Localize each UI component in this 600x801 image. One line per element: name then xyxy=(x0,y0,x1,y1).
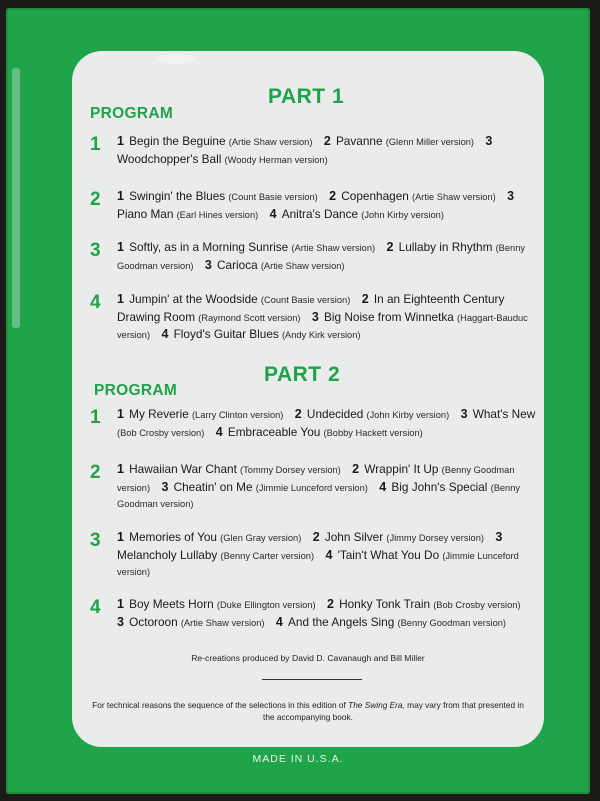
track-version: (Bob Crosby version) xyxy=(433,600,521,610)
track-title: What's New xyxy=(472,407,536,421)
track-version: (Glenn Miller version) xyxy=(385,137,475,147)
track-number: 1 xyxy=(117,597,124,611)
track-number: 3 xyxy=(507,189,515,203)
track xyxy=(117,294,350,306)
note-text-end: may vary from that presented in the accompanying book. xyxy=(263,700,524,722)
track-version: (Artie Shaw version) xyxy=(260,260,345,271)
track-title: Begin the Beguine xyxy=(129,134,226,148)
program-number: 1 xyxy=(90,407,101,428)
track-version: (Andy Kirk version) xyxy=(281,330,361,340)
program-number: 3 xyxy=(90,240,101,261)
program-tracks xyxy=(117,133,537,168)
tracklist-panel xyxy=(72,51,544,747)
track-title: Honky Tonk Train xyxy=(339,597,431,611)
track-version: (Artie Shaw version) xyxy=(180,617,265,628)
track-number: 2 xyxy=(312,530,320,544)
track-number: 4 xyxy=(379,479,387,494)
track-title: Octoroon xyxy=(129,614,178,629)
track-version: (Benny Goodman version) xyxy=(397,617,507,628)
track-title: Undecided xyxy=(306,407,364,421)
track-number: 3 xyxy=(204,257,212,272)
track-title: Melancholy Lullaby xyxy=(117,547,218,562)
track xyxy=(117,191,318,203)
track-number: 1 xyxy=(117,530,124,544)
track-number: 1 xyxy=(117,134,124,148)
track-number: 4 xyxy=(269,206,277,221)
track-version: (John Kirby version) xyxy=(366,410,450,420)
book-title: The Swing Era, xyxy=(348,700,405,710)
track-title: Piano Man xyxy=(117,206,174,221)
track-title: Wrappin' It Up xyxy=(364,462,439,476)
track-title: Pavanne xyxy=(335,134,383,148)
track-number: 4 xyxy=(275,614,283,629)
track-number: 1 xyxy=(117,292,124,306)
track-version: (Earl Hines version) xyxy=(176,209,259,220)
track-number: 2 xyxy=(361,292,369,306)
track xyxy=(215,424,423,439)
track-title: 'Tain't What You Do xyxy=(337,547,440,562)
part1-title: PART 1 xyxy=(268,85,345,108)
track-version: (Woody Herman version) xyxy=(224,154,328,165)
program-number: 4 xyxy=(90,597,101,618)
track-number: 2 xyxy=(326,597,334,611)
track xyxy=(161,329,360,341)
track-version: (Jimmie Lunceford version) xyxy=(117,550,519,577)
track-version: (Benny Carter version) xyxy=(220,550,315,561)
track-title: Memories of You xyxy=(129,530,217,544)
part2-program-label: PROGRAM xyxy=(94,382,178,399)
program-tracks xyxy=(117,188,537,223)
track-title: Anitra's Dance xyxy=(281,206,359,221)
track-title: Woodchopper's Ball xyxy=(117,151,222,166)
track-title: Hawaiian War Chant xyxy=(129,462,237,476)
track xyxy=(117,409,283,421)
track-number: 1 xyxy=(117,462,124,476)
track-title: Softly, as in a Morning Sunrise xyxy=(129,240,289,254)
program-number: 2 xyxy=(90,189,101,210)
divider-rule xyxy=(262,679,362,680)
track-number: 4 xyxy=(215,424,223,439)
track-version: (Tommy Dorsey version) xyxy=(240,465,341,475)
track-version: (Artie Shaw version) xyxy=(291,243,376,253)
track xyxy=(204,257,345,272)
program-number: 4 xyxy=(90,292,101,313)
technical-note xyxy=(92,699,524,723)
track xyxy=(324,136,474,148)
track-version: (Artie Shaw version) xyxy=(412,192,496,202)
track-version: (Duke Ellington version) xyxy=(216,600,316,610)
track xyxy=(117,242,375,254)
track-version: (Jimmy Dorsey version) xyxy=(386,533,484,543)
track xyxy=(117,532,301,544)
track-version: (Benny Goodman version) xyxy=(117,243,526,271)
program-tracks xyxy=(117,529,537,581)
track-version: (Raymond Scott version) xyxy=(198,312,301,323)
program-tracks xyxy=(117,596,537,631)
track xyxy=(117,614,265,629)
track-number: 1 xyxy=(117,189,124,203)
track-title: Lullaby in Rhythm xyxy=(398,240,493,254)
track-number: 3 xyxy=(485,134,493,148)
track-number: 2 xyxy=(352,462,360,476)
track-number: 3 xyxy=(460,407,468,421)
track-version: (John Kirby version) xyxy=(361,209,444,220)
track-number: 2 xyxy=(329,189,337,203)
track-version: (Artie Shaw version) xyxy=(228,137,313,147)
track xyxy=(117,464,341,476)
track xyxy=(313,532,484,544)
credits-line: Re-creations produced by David D. Cavanaugh and Bill Miller xyxy=(191,653,425,663)
track-number: 2 xyxy=(386,240,394,254)
track-version: (Haggart-Bauduc version) xyxy=(117,312,528,340)
wear-mark-edge xyxy=(12,68,20,328)
track xyxy=(161,479,368,494)
track-title: And the Angels Sing xyxy=(288,614,395,629)
part2-title: PART 2 xyxy=(264,363,341,386)
track-number: 3 xyxy=(161,479,169,494)
track-version: (Count Basie version) xyxy=(260,295,351,305)
track-version: (Bob Crosby version) xyxy=(117,427,205,438)
track-title: John Silver xyxy=(324,530,384,544)
track-title: Floyd's Guitar Blues xyxy=(173,327,279,341)
track-title: Carioca xyxy=(217,257,258,272)
track-number: 1 xyxy=(117,240,124,254)
track-number: 3 xyxy=(495,530,503,544)
track-number: 3 xyxy=(311,309,319,324)
track-number: 2 xyxy=(323,134,331,148)
program-tracks xyxy=(117,291,537,344)
track-number: 4 xyxy=(325,547,333,562)
program-number: 3 xyxy=(90,530,101,551)
track-version: (Bobby Hackett version) xyxy=(323,427,423,438)
program-tracks xyxy=(117,461,537,513)
track-title: Jumpin' at the Woodside xyxy=(129,292,258,306)
part1-program-label: PROGRAM xyxy=(90,105,174,122)
track-title: Copenhagen xyxy=(341,189,409,203)
wear-mark xyxy=(156,54,196,64)
track-version: (Benny Goodman version) xyxy=(117,465,515,493)
track-version: (Count Basie version) xyxy=(228,192,318,202)
track xyxy=(329,191,496,203)
track-title: Cheatin' on Me xyxy=(173,479,253,494)
track-version: (Benny Goodman version) xyxy=(117,482,521,509)
track xyxy=(117,599,316,611)
program-tracks xyxy=(117,239,537,274)
track-title: My Reverie xyxy=(129,407,189,421)
track-title: Big Noise from Winnetka xyxy=(324,309,454,324)
track xyxy=(275,614,507,629)
track-number: 2 xyxy=(294,407,302,421)
track xyxy=(295,409,449,421)
track-title: Embraceable You xyxy=(227,424,321,439)
track-title: Big John's Special xyxy=(391,479,488,494)
track-number: 1 xyxy=(117,407,124,421)
track xyxy=(269,206,444,221)
note-text: For technical reasons the sequence of the selections in this edition of xyxy=(92,700,349,710)
program-number: 2 xyxy=(90,462,101,483)
made-in-label: MADE IN U.S.A. xyxy=(252,753,344,765)
program-number: 1 xyxy=(90,134,101,155)
track-title: Boy Meets Horn xyxy=(129,597,214,611)
track-version: (Jimmie Lunceford version) xyxy=(255,482,368,493)
track xyxy=(327,599,521,611)
album-cover xyxy=(6,8,590,794)
track xyxy=(117,136,312,148)
track-title: In an Eighteenth Century Drawing Room xyxy=(117,292,505,324)
program-tracks xyxy=(117,406,537,441)
track-title: Swingin' the Blues xyxy=(129,189,226,203)
track-version: (Glen Gray version) xyxy=(220,533,302,543)
track-number: 3 xyxy=(117,614,124,629)
track-number: 4 xyxy=(161,327,169,341)
track-version: (Larry Clinton version) xyxy=(191,410,284,420)
